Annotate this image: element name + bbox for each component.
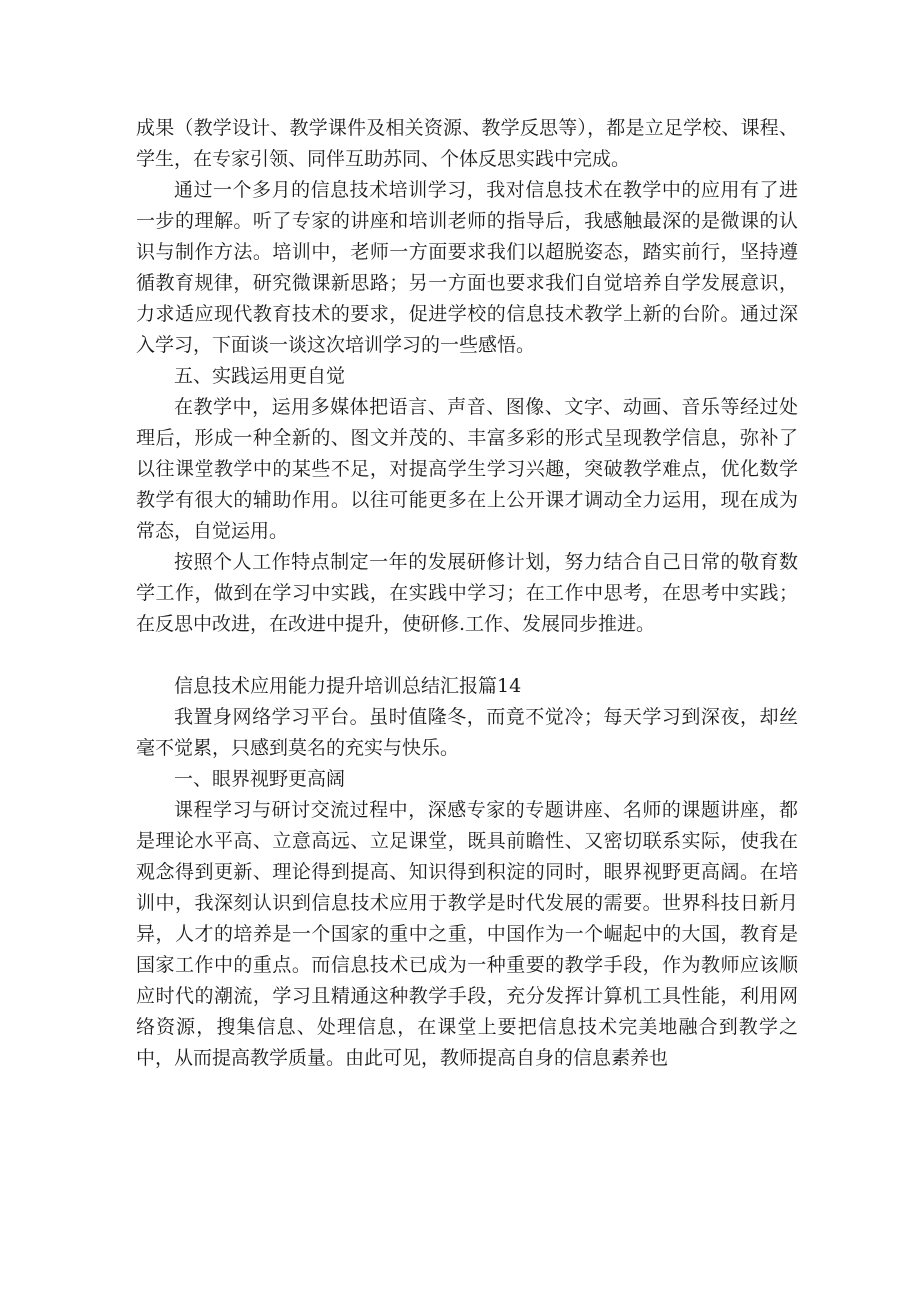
section-heading-practice: 五、实践运用更自觉 xyxy=(174,365,346,387)
section-heading-vision: 一、眼界视野更高阔 xyxy=(174,768,346,790)
paragraph-intro: 我置身网络学习平台。虽时值隆冬，而竟不觉冷；每天学习到深夜，却丝毫不觉累，只感到莫名的充实与快乐。 xyxy=(136,706,798,759)
paragraph-continuation: 成果（教学设计、教学课件及相关资源、教学反思等），都是立足学校、课程、学生，在专家引领、同伴互助苏同、个体反思实践中完成。 xyxy=(136,117,798,170)
paragraph-multimedia: 在教学中，运用多媒体把语言、声音、图像、文字、动画、音乐等经过处理后，形成一种全新的、图文并茂的、丰富多彩的形式呈现教学信息，弥补了以往课堂教学中的某些不足，对提高学生学习兴趣，突破教学难点，优化数学教学有很大的辅助作用。以往可能更多在上公开课才调动全力运用，现在成为常态，自觉运用。 xyxy=(136,396,798,542)
article-title: 信息技术应用能力提升培训总结汇报篇14 xyxy=(174,675,522,697)
paragraph-gap xyxy=(136,640,798,671)
document-body xyxy=(136,113,798,1074)
paragraph-vision: 课程学习与研讨交流过程中，深感专家的专题讲座、名师的课题讲座，都是理论水平高、立意高远、立足课堂，既具前瞻性、又密切联系实际，使我在观念得到更新、理论得到提高、知识得到积淀的同时，眼界视野更高阔。在培训中，我深刻认识到信息技术应用于教学是时代发展的需要。世界科技日新月异，人才的培养是一个国家的重中之重，中国作为一个崛起中的大国，教育是国家工作中的重点。而信息技术已成为一种重要的教学手段，作为教师应该顺应时代的潮流，学习且精通这种教学手段，充分发挥计算机工具性能，利用网络资源，搜集信息、处理信息，在课堂上要把信息技术完美地融合到教学之中，从而提高教学质量。由此可见，教师提高自身的信息素养也 xyxy=(136,799,798,1069)
paragraph-study-plan: 按照个人工作特点制定一年的发展研修计划，努力结合自己日常的敬育数学工作，做到在学习中实践，在实践中学习；在工作中思考，在思考中实践；在反思中改进，在改进中提升，使研修.工作、发展同步推进。 xyxy=(136,551,798,635)
paragraph-training-understanding: 通过一个多月的信息技术培训学习，我对信息技术在教学中的应用有了进一步的理解。听了专家的讲座和培训老师的指导后，我感触最深的是微课的认识与制作方法。培训中，老师一方面要求我们以超脱姿态，踏实前行，坚持遵循教育规律，研究微课新思路；另一方面也要求我们自觉培养自学发展意识，力求适应现代教育技术的要求，促进学校的信息技术教学上新的台阶。通过深入学习，下面谈一谈这次培训学习的一些感悟。 xyxy=(136,179,798,356)
